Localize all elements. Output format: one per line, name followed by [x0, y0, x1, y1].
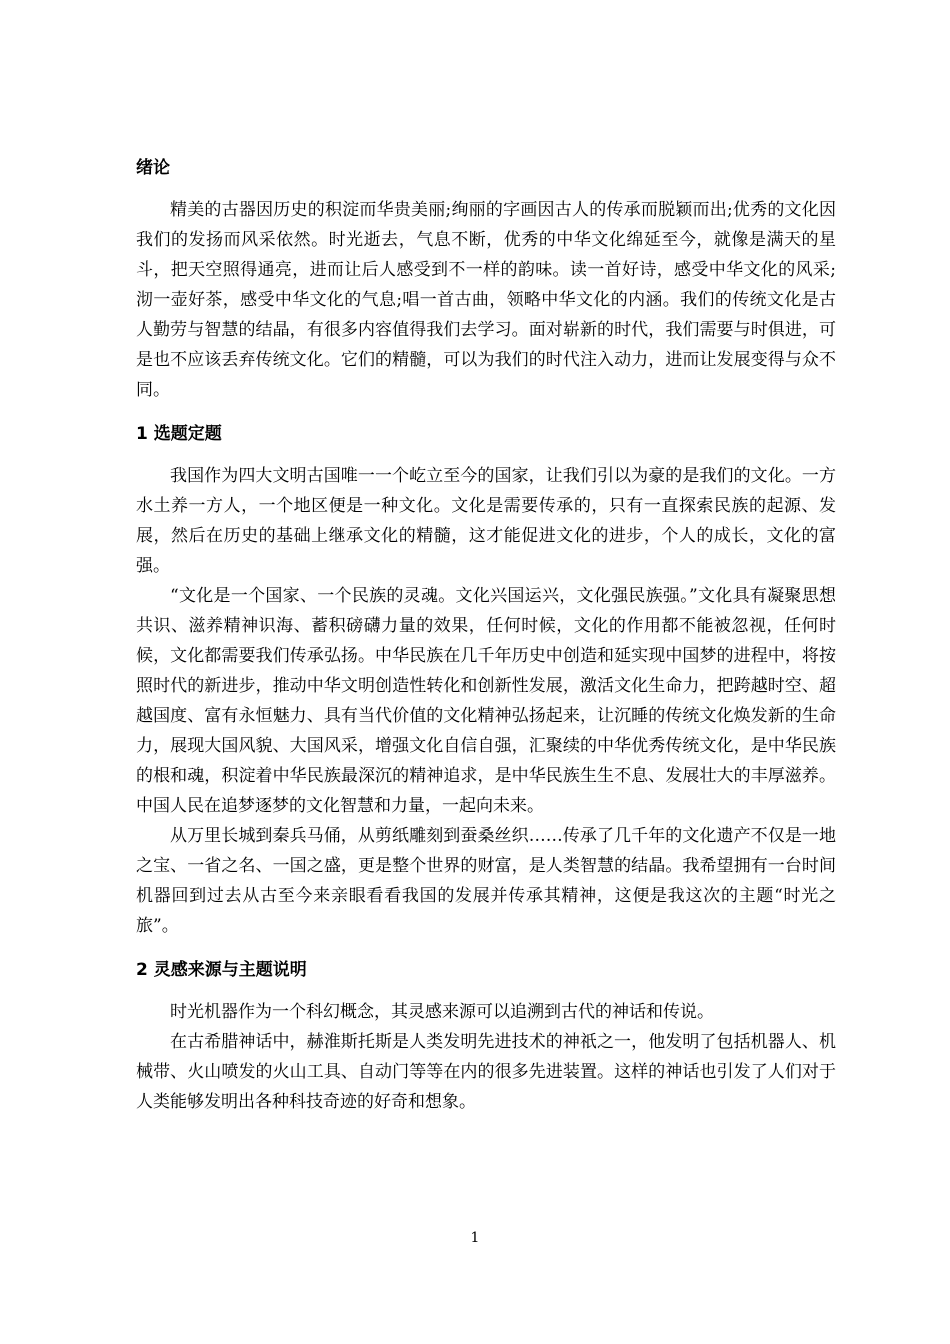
section-1-paragraph-1: 我国作为四大文明古国唯一一个屹立至今的国家，让我们引以为豪的是我们的文化。一方水土养一方人，一个地区便是一种文化。文化是需要传承的，只有一直探索民族的起源、发展，然后在历史的基础上继承文化的精髓，这才能促进文化的进步，个人的成长，文化的富强。: [136, 466, 836, 576]
intro-paragraph: 精美的古器因历史的积淀而华贵美丽;绚丽的字画因古人的传承而脱颖而出;优秀的文化因我们的发扬而风采依然。时光逝去，气息不断，优秀的中华文化绵延至今，就像是满天的星斗，把天空照得通亮，进而让后人感受到不一样的韵味。读一首好诗，感受中华文化的风采;沏一壶好茶，感受中华文化的气息;唱一首古曲，领略中华文化的内涵。我们的传统文化是古人勤劳与智慧的结晶，有很多内容值得我们去学习。面对崭新的时代，我们需要与时俱进，可是也不应该丢弃传统文化。它们的精髓，可以为我们的时代注入动力，进而让发展变得与众不同。: [136, 200, 836, 400]
section-1-paragraph-2: “文化是一个国家、一个民族的灵魂。文化兴国运兴，文化强民族强。”文化具有凝聚思想共识、滋养精神识海、蓄积磅礴力量的效果，任何时候，文化的作用都不能被忽视，任何时候，文化都需要我们传承弘扬。中华民族在几千年历史中创造和延实现中国梦的进程中，将按照时代的新进步，推动中华文明创造性转化和创新性发展，激活文化生命力，把跨越时空、超越国度、富有永恒魅力、具有当代价值的文化精神弘扬起来，让沉睡的传统文化焕发新的生命力，展现大国风貌、大国风采，增强文化自信自强，汇聚续的中华优秀传统文化，是中华民族的根和魂，积淀着中华民族最深沉的精神追求，是中华民族生生不息、发展壮大的丰厚滋养。中国人民在追梦逐梦的文化智慧和力量，一起向未来。: [136, 586, 836, 816]
intro-heading: 绪论: [136, 158, 170, 178]
section-1-heading: 1 选题定题: [136, 424, 222, 444]
page-number: 1: [470, 1230, 480, 1246]
page-content: [136, 153, 836, 1117]
section-2-paragraph-2: 在古希腊神话中，赫淮斯托斯是人类发明先进技术的神祇之一，他发明了包括机器人、机械带、火山喷发的火山工具、自动门等等在内的很多先进装置。这样的神话也引发了人们对于人类能够发明出各种科技奇迹的好奇和想象。: [136, 1032, 836, 1112]
section-1-paragraph-3: 从万里长城到秦兵马俑，从剪纸雕刻到蚕桑丝织……传承了几千年的文化遗产不仅是一地之宝、一省之名、一国之盛，更是整个世界的财富，是人类智慧的结晶。我希望拥有一台时间机器回到过去从古至今来亲眼看看我国的发展并传承其精神，这便是我这次的主题“时光之旅”。: [136, 826, 836, 936]
section-2-heading: 2 灵感来源与主题说明: [136, 960, 307, 980]
section-2-paragraph-1: 时光机器作为一个科幻概念，其灵感来源可以追溯到古代的神话和传说。: [170, 1002, 714, 1022]
